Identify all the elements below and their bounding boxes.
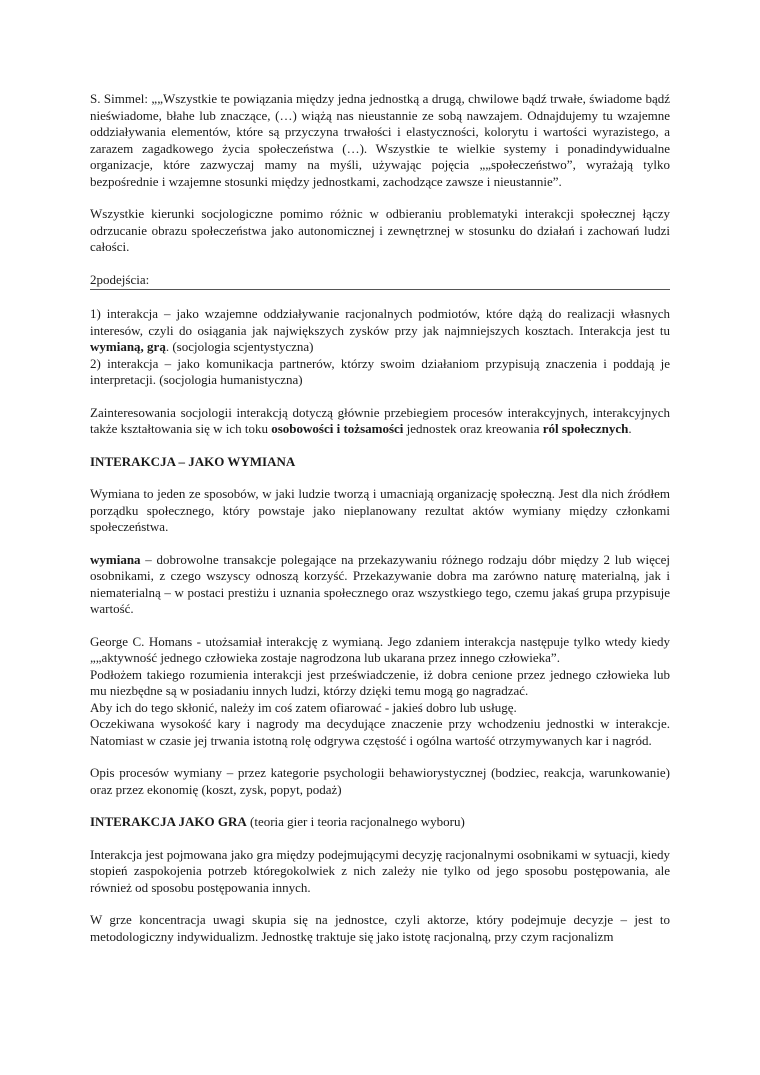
homans-paragraph-1: George C. Homans - utożsamiał interakcję z wymianą. Jego zdaniem interakcja następuje tylko wtedy kiedy „„aktywność jednego człowieka zostaje nagrodzona lub ukarana przez innego człowieka”.	[90, 633, 670, 665]
section-heading-game	[90, 814, 670, 831]
homans-paragraph-3: Aby ich do tego skłonić, należy im coś zatem ofiarować - jakieś dobro lub usługę.	[90, 699, 517, 715]
approach-2: 2) interakcja – jako komunikacja partnerów, którzy swoim działaniom przypisują znaczenia i poddają je interpretacji. (socjologia humanistyczna)	[90, 355, 670, 387]
term-wymiana-definition: – dobrowolne transakcje polegające na przekazywaniu różnego rodzaju dóbr między 2 lub więcej osobnikami, z czego wszyscy odnoszą korzyść. Przekazywanie dobra ma zarówno naturę materialną, jak i niematerialną – w postaci prestiżu i uznania społecznego oraz wszystkiego tego, czemu jakaś grupa przypisuje wartość.	[90, 551, 670, 616]
approaches-heading: 2podejścia:	[90, 272, 670, 291]
interests-text-b: jednostek oraz kreowania	[403, 421, 543, 436]
section-heading-exchange	[90, 454, 670, 471]
paragraph-game-definition: Interakcja jest pojmowana jako gra między podejmującymi decyzję racjonalnymi osobnikami w sytuacji, kiedy stopień zaspokojenia potrzeb któregokolwiek z nich zależy nie tylko od jego sposobu postępowania, ale również od sposobu postępowania innych.	[90, 846, 670, 895]
paragraph-exchange-term	[90, 552, 670, 618]
paragraph-interaction-directions: Wszystkie kierunki socjologiczne pomimo różnic w odbieraniu problematyki interakcji społecznej łączy odrzucanie obrazu społeczeństwa jako autonomicznej i zewnętrznej w stosunku do działań i zachowań ludzi całości.	[90, 206, 670, 254]
homans-paragraph-2: Podłożem takiego rozumienia interakcji jest przeświadczenie, iż dobra cenione przez jednego człowieka lub mu niezbędne są w posiadaniu innych ludzi, którzy dzięki temu mogą go nagradzać.	[90, 666, 670, 698]
paragraph-exchange-processes: Opis procesów wymiany – przez kategorie psychologii behawiorystycznej (bodziec, reakcja, warunkowanie) oraz przez ekonomię (koszt, zysk, popyt, podaż)	[90, 765, 670, 797]
approach-1-bold: wymianą, grą	[90, 339, 166, 354]
approach-1-text: 1) interakcja – jako wzajemne oddziaływanie racjonalnych podmiotów, które dążą do realizacji własnych interesów, czyli do osiągania jak największych zysków przy jak najmniejszych kosztach. Interakcja jest tu	[90, 306, 670, 338]
paragraph-interests	[90, 405, 670, 438]
interests-text-a: Zainteresowania socjologii interakcją dotyczą głównie przebiegiem procesów interakcyjnych, interakcyjnych także kształtowania się w ich toku	[90, 404, 670, 436]
homans-paragraph-4: Oczekiwana wysokość kary i nagrody ma decydujące znaczenie przy wchodzeniu jednostki w interakcje. Natomiast w czasie jej trwania istotną rolę odgrywa częstość i ogólna wartość otrzymywanych kar i nagród.	[90, 716, 670, 748]
interests-text-c: .	[628, 421, 632, 436]
section-heading-game-rest: (teoria gier i teoria racjonalnego wyboru)	[246, 814, 465, 829]
section-heading-game-bold: INTERAKCJA JAKO GRA	[90, 814, 247, 829]
interests-bold-identity: osobowości i tożsamości	[271, 421, 404, 436]
document-body	[90, 91, 670, 945]
term-wymiana: wymiana	[90, 551, 141, 567]
interests-bold-roles: ról społecznych	[542, 421, 629, 436]
approach-1	[90, 306, 670, 356]
section-heading-exchange-text: INTERAKCJA – JAKO WYMIANA	[90, 453, 296, 469]
approach-1-tail: . (socjologia scjentystyczna)	[165, 339, 314, 354]
paragraph-game-focus: W grze koncentracja uwagi skupia się na jednostce, czyli aktorze, który podejmuje decyzje – jest to metodologiczny indywidualizm. Jednostkę traktuje się jako istotę racjonalną, przy czym racjonalizm	[90, 912, 670, 944]
paragraph-exchange-definition: Wymiana to jeden ze sposobów, w jaki ludzie tworzą i umacniają organizację społeczną. Jest dla nich źródłem porządku społecznego, który powstaje jako nieplanowany rezultat aktów wymiany między członkami społeczeństwa.	[90, 486, 670, 534]
simmel-quote-paragraph: S. Simmel: „„Wszystkie te powiązania między jedna jednostką a drugą, chwilowe bądź trwałe, świadome bądź nieświadome, błahe lub znaczące, (…) wiążą nas nieustannie ze sobą nawzajem. Odnajdujemy tu wzajemne oddziaływania elementów, które są przyczyna trwałości i elastyczności, kolorytu i wartości wyrazistego, a zarazem zagadkowego życia społeczeństwa (…). Wszystkie te wielkie systemy i ponadindywidualne organizacje, które zazwyczaj mamy na myśli, używając pojęcia „„społeczeństwo”, wyrażają tylko bezpośrednie i wzajemne stosunki między jednostkami, zachodzące zawsze i nieustannie”.	[90, 91, 670, 189]
